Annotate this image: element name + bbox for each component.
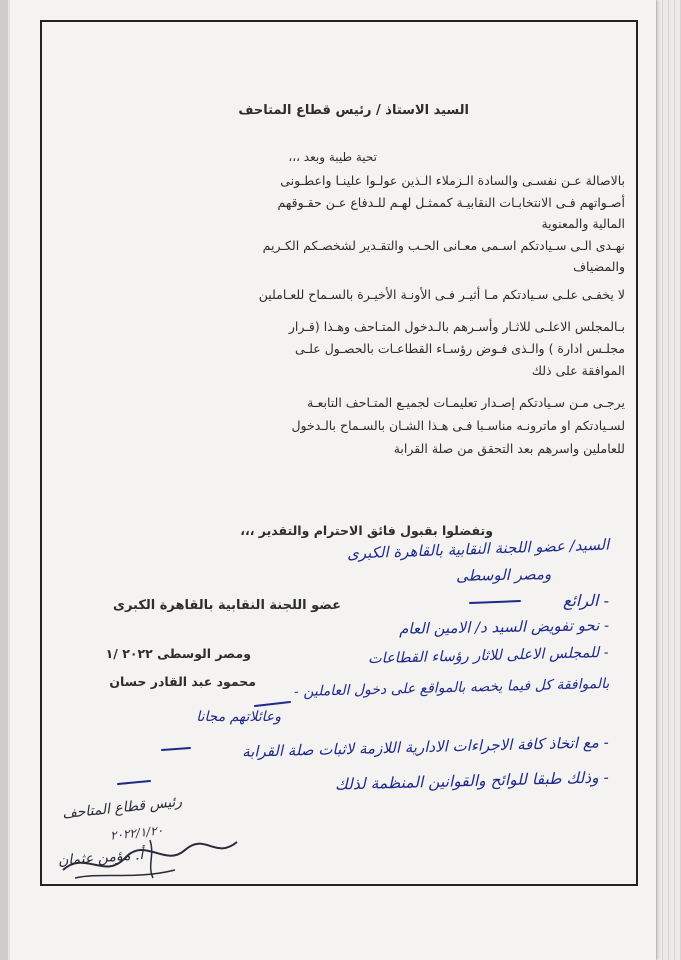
paragraph-1-line-3: المالية والمعنوية xyxy=(541,216,625,231)
paragraph-3-line-3: مجلـس ادارة ) والـذى فـوض رؤسـاء القطاعـات بالحصـول علـى xyxy=(295,341,625,356)
handwritten-line-2: ومصر الوسطى xyxy=(455,565,552,585)
signoff-name: أ. مؤمن عثمان xyxy=(57,847,144,869)
paragraph-1-line-1: بالاصالة عـن نفسـى والسادة الـزملاء الـذين عولـوا علينـا واعطـونى xyxy=(280,173,625,188)
closing-line: وتفضلوا بقبول فائق الاحترام والتقدير ،،، xyxy=(240,523,493,538)
paragraph-2-line-2: والمضياف xyxy=(573,259,625,274)
paragraph-4-line-2: لسـيادتكم او ماترونـه مناسـبا فـى هـذا الشـان بالسـماح بالـدخول xyxy=(291,418,625,433)
paragraph-4-line-1: يرجـى مـن سـيادتكم إصـدار تعليمـات لجميـع المتـاحف التابعـة xyxy=(307,395,625,410)
paragraph-3-line-4: الموافقة على ذلك xyxy=(531,363,625,378)
signoff-title: رئيس قطاع المتاحف xyxy=(61,793,183,823)
greeting-line: تحية طيبة وبعد ،،، xyxy=(288,150,377,164)
signatory-name: محمود عبد القادر حسان xyxy=(109,674,256,689)
handwritten-line-9: - وذلك طبقا للوائح والقوانين المنظمة لذلك xyxy=(335,768,610,794)
paragraph-3-line-1: لا يخفـى علـى سـيادتكم مـا أثيـر فـى الأونـة الأخيـرة بالسـماح للعـاملين xyxy=(258,287,625,302)
signoff-date: ٢٠٢٢/١/٢٠ xyxy=(109,823,164,843)
handwritten-line-7: وعائلاتهم مجانا xyxy=(196,709,281,725)
recipient-line: السيد الاستاذ / رئيس قطاع المتاحف xyxy=(238,103,469,118)
paragraph-3-line-2: بـالمجلس الاعلـى للاثـار وأسـرهم بالـدخول المتـاحف وهـذا (قـرار xyxy=(288,319,625,334)
handwritten-line-4: - نحو تفويض السيد د/ الامين العام xyxy=(398,616,610,638)
signatory-title: عضو اللجنة النقابية بالقاهرة الكبرى xyxy=(113,598,341,613)
paragraph-1-line-2: أصـواتهم فـى الانتخابـات النقابيـة كممثـل لهـم للـدفاع عـن حقـوقهم xyxy=(277,195,625,210)
handwritten-line-6: بالموافقة كل فيما يخصه بالمواقع على دخول العاملين - xyxy=(293,675,610,701)
paragraph-2-line-1: نهـدى الـى سـيادتكم اسـمى معـانى الحـب والتقـدير لشخصـكم الكـريم xyxy=(262,238,625,253)
handwritten-line-1: السيد/ عضو اللجنة النقابية بالقاهرة الكبرى xyxy=(346,535,610,563)
paragraph-4-line-3: للعاملين واسرهم بعد التحقق من صلة القرابة xyxy=(393,441,625,456)
signatory-region-date: ومصر الوسطى ٢٠٢٢ /١ xyxy=(105,646,251,661)
handwritten-line-5: - للمجلس الاعلى للاثار رؤساء القطاعات xyxy=(368,644,610,668)
handwritten-line-3: - الرائع xyxy=(562,591,609,610)
handwritten-line-8: - مع اتخاذ كافة الاجراءات الادارية اللازمة لاثبات صلة القرابة xyxy=(242,733,610,761)
